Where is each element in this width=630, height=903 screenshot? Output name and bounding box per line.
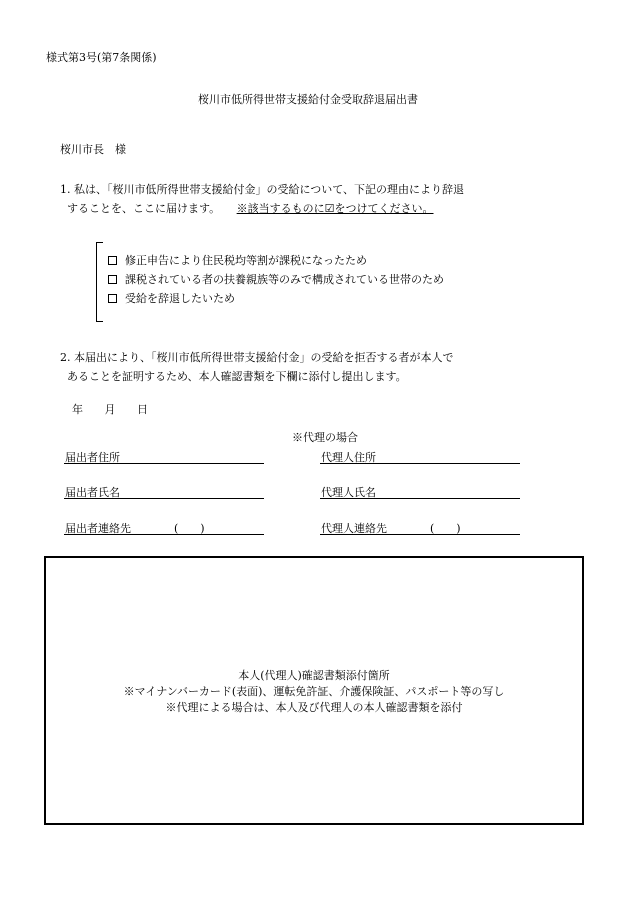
section-1-text <box>60 180 464 218</box>
applicant-name-field[interactable] <box>64 481 264 499</box>
proxy-contact-parens: ( ) <box>430 522 461 535</box>
section-1-line-2 <box>60 199 464 218</box>
applicant-address-label: 届出者住所 <box>65 451 120 464</box>
applicant-contact-parens: ( ) <box>174 522 205 535</box>
option-item[interactable] <box>108 274 444 285</box>
proxy-contact-label: 代理人連絡先 <box>321 522 387 535</box>
proxy-address-field[interactable] <box>320 446 520 464</box>
date-day: 日 <box>137 403 148 416</box>
proxy-contact-field[interactable] <box>320 517 520 535</box>
section-1-line-2-text: することを、ここに届けます。 <box>67 202 237 215</box>
option-label: 課税されている者の扶養親族等のみで構成されている世帯のため <box>125 273 444 286</box>
attachment-heading: 本人(代理人)確認書類添付箇所 <box>238 669 390 682</box>
section-2-line-2-text: あることを証明するため、本人確認書類を下欄に添付し提出します。 <box>67 370 407 383</box>
checkbox-instruction: ※該当するものに☑をつけてください。 <box>236 202 434 215</box>
proxy-address-label: 代理人住所 <box>321 451 376 464</box>
option-label: 受給を辞退したいため <box>125 292 235 305</box>
form-number: 様式第3号(第7条関係) <box>46 51 157 64</box>
option-item[interactable] <box>108 255 367 266</box>
attachment-note-1: ※マイナンバーカード(表面)、運転免許証、介護保険証、パスポート等の写し <box>123 685 505 698</box>
applicant-contact-label: 届出者連絡先 <box>65 522 131 535</box>
section-2-text <box>60 348 454 386</box>
option-label: 修正申告により住民税均等割が課税になったため <box>125 254 367 267</box>
proxy-name-field[interactable] <box>320 481 520 499</box>
option-item[interactable] <box>108 293 235 304</box>
section-2-line-1: 2. 本届出により、「桜川市低所得世帯支援給付金」の受給を拒否する者が本人で <box>60 351 454 364</box>
date-line <box>72 404 148 415</box>
section-2-line-2 <box>60 367 454 386</box>
attachment-note-2: ※代理による場合は、本人及び代理人の本人確認書類を添付 <box>165 701 463 714</box>
id-document-attachment-box <box>44 556 584 825</box>
date-month: 月 <box>104 403 116 416</box>
checkbox[interactable] <box>108 294 117 303</box>
addressee: 桜川市長 様 <box>60 143 126 156</box>
applicant-name-label: 届出者氏名 <box>65 486 120 499</box>
date-year: 年 <box>72 403 83 416</box>
options-bracket <box>96 242 103 322</box>
document-title: 桜川市低所得世帯支援給付金受取辞退届出書 <box>198 93 418 106</box>
checkbox[interactable] <box>108 256 117 265</box>
attachment-instructions <box>46 668 582 716</box>
section-1-line-1: 1. 私は、「桜川市低所得世帯支援給付金」の受給について、下記の理由により辞退 <box>60 183 465 196</box>
applicant-address-field[interactable] <box>64 446 264 464</box>
proxy-name-label: 代理人氏名 <box>321 486 376 499</box>
proxy-note: ※代理の場合 <box>292 431 358 444</box>
checkbox[interactable] <box>108 275 117 284</box>
applicant-contact-field[interactable] <box>64 517 264 535</box>
